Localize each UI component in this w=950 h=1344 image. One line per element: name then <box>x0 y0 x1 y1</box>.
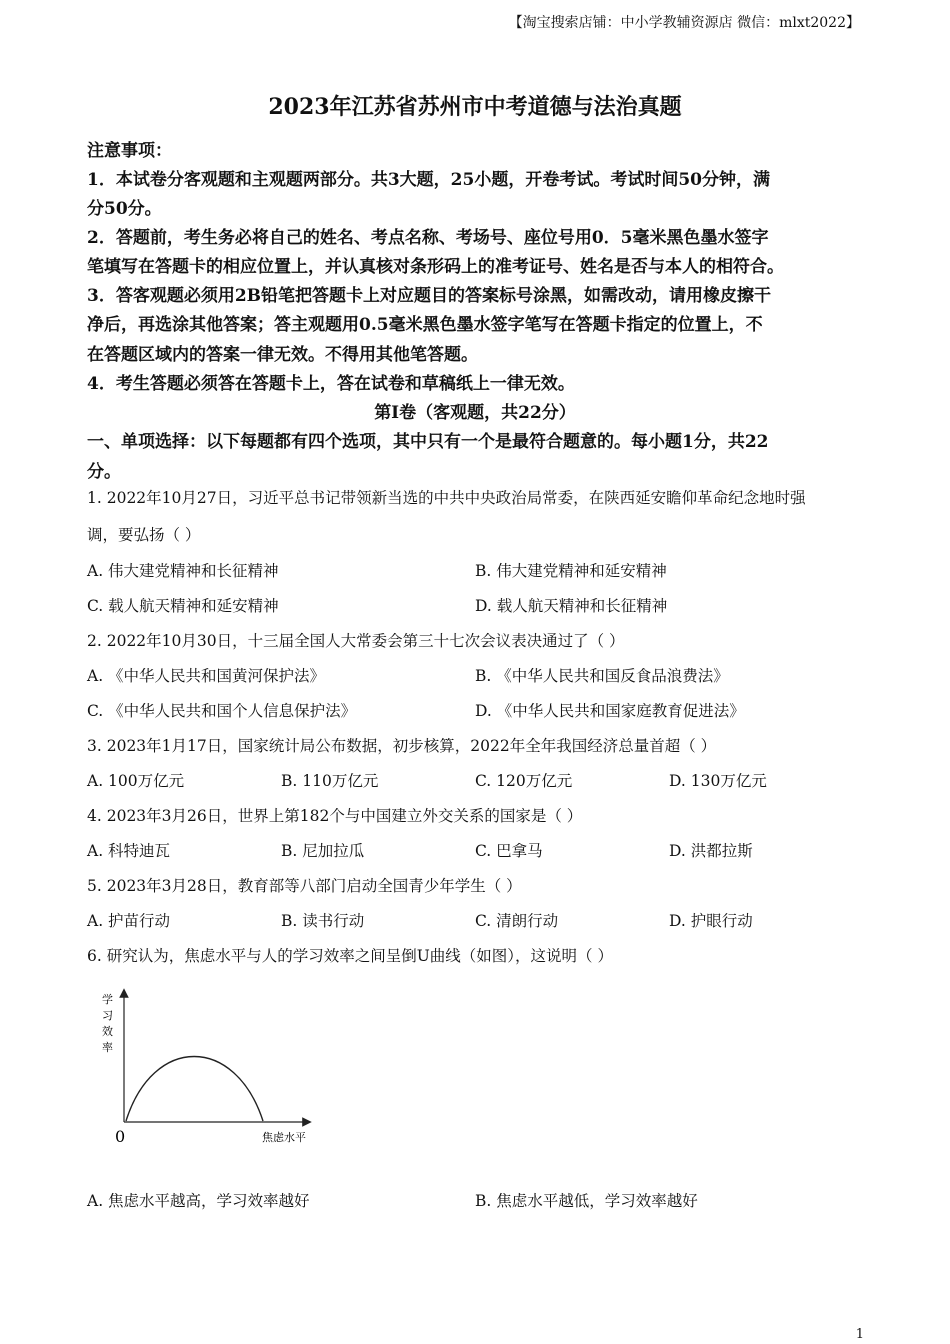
question-stem: 5. 2023年3月28日，教育部等八部门启动全国青少年学生（ ） <box>87 877 522 895</box>
option-a[interactable]: A. 护苗行动 <box>87 912 171 930</box>
notice-line: 4．考生答题必须答在答题卡上，答在试卷和草稿纸上一律无效。 <box>87 374 575 394</box>
x-axis-label: 焦虑水平 <box>262 1131 306 1144</box>
question-stem: 1. 2022年10月27日，习近平总书记带领新当选的中共中央政治局常委，在陕西延安瞻仰革命纪念地时强 <box>87 489 806 507</box>
question-stem: 调，要弘扬（ ） <box>87 526 201 544</box>
y-axis-label-char: 效 <box>102 1025 113 1038</box>
option-a[interactable]: A. 科特迪瓦 <box>87 842 171 860</box>
question-stem: 6. 研究认为，焦虑水平与人的学习效率之间呈倒U曲线（如图），这说明（ ） <box>87 947 613 965</box>
notice-line: 笔填写在答题卡的相应位置上，并认真核对条形码上的准考证号、姓名是否与本人的相符合。 <box>87 257 784 277</box>
option-d[interactable]: D. 载人航天精神和长征精神 <box>475 597 668 615</box>
notice-line: 3．答客观题必须用2B铅笔把答题卡上对应题目的答案标号涂黑，如需改动，请用橡皮擦干 <box>87 286 772 306</box>
page-number: 1 <box>855 1327 864 1342</box>
part-one-instruction: 分。 <box>87 462 121 482</box>
option-d[interactable]: D. 护眼行动 <box>669 912 753 930</box>
section-title: 第Ⅰ卷（客观题，共22分） <box>374 403 576 423</box>
notice-line: 在答题区域内的答案一律无效。不得用其他笔答题。 <box>87 345 478 365</box>
inverted-u-curve <box>126 1057 263 1122</box>
option-a[interactable]: A. 100万亿元 <box>87 772 185 790</box>
inverted-u-figure <box>95 985 325 1150</box>
notice-line: 1．本试卷分客观题和主观题两部分。共3大题，25小题，开卷考试。考试时间50分钟，满 <box>87 170 770 190</box>
option-d[interactable]: D. 洪都拉斯 <box>669 842 753 860</box>
notice-line: 净后，再选涂其他答案；答主观题用0.5毫米黑色墨水签字笔写在答题卡指定的位置上，不 <box>87 315 763 335</box>
option-d[interactable]: D. 《中华人民共和国家庭教育促进法》 <box>475 702 745 720</box>
option-b[interactable]: B. 焦虑水平越低，学习效率越好 <box>475 1192 698 1210</box>
option-c[interactable]: C. 清朗行动 <box>475 912 559 930</box>
origin-label: 0 <box>115 1127 126 1146</box>
question-stem: 2. 2022年10月30日，十三届全国人大常委会第三十七次会议表决通过了（ ） <box>87 632 625 650</box>
notice-line: 2．答题前，考生务必将自己的姓名、考点名称、考场号、座位号用0．5毫米黑色墨水签字 <box>87 228 769 248</box>
option-b[interactable]: B. 伟大建党精神和延安精神 <box>475 562 667 580</box>
question-stem: 4. 2023年3月26日，世界上第182个与中国建立外交关系的国家是（ ） <box>87 807 583 825</box>
option-c[interactable]: C. 120万亿元 <box>475 772 573 790</box>
y-axis-label-char: 率 <box>102 1041 113 1054</box>
option-b[interactable]: B. 尼加拉瓜 <box>281 842 365 860</box>
option-c[interactable]: C. 《中华人民共和国个人信息保护法》 <box>87 702 357 720</box>
option-d[interactable]: D. 130万亿元 <box>669 772 767 790</box>
y-axis-label-char: 习 <box>102 1009 113 1022</box>
option-a[interactable]: A. 伟大建党精神和长征精神 <box>87 562 279 580</box>
part-one-instruction: 一、单项选择：以下每题都有四个选项，其中只有一个是最符合题意的。每小题1分，共22 <box>87 432 769 452</box>
option-c[interactable]: C. 载人航天精神和延安精神 <box>87 597 279 615</box>
option-b[interactable]: B. 《中华人民共和国反食品浪费法》 <box>475 667 729 685</box>
option-a[interactable]: A. 焦虑水平越高，学习效率越好 <box>87 1192 310 1210</box>
question-stem: 3. 2023年1月17日，国家统计局公布数据，初步核算，2022年全年我国经济总量首超（ ） <box>87 737 717 755</box>
notice-heading: 注意事项： <box>87 141 172 161</box>
y-axis-label-char: 学 <box>102 993 113 1006</box>
exam-title: 2023年江苏省苏州市中考道德与法治真题 <box>268 94 682 120</box>
option-a[interactable]: A. 《中华人民共和国黄河保护法》 <box>87 667 326 685</box>
option-b[interactable]: B. 读书行动 <box>281 912 365 930</box>
option-c[interactable]: C. 巴拿马 <box>475 842 543 860</box>
page-header: 【淘宝搜索店铺：中小学教辅资源店 微信：mlxt2022】 <box>508 15 860 31</box>
notice-line: 分50分。 <box>87 199 162 219</box>
option-b[interactable]: B. 110万亿元 <box>281 772 379 790</box>
